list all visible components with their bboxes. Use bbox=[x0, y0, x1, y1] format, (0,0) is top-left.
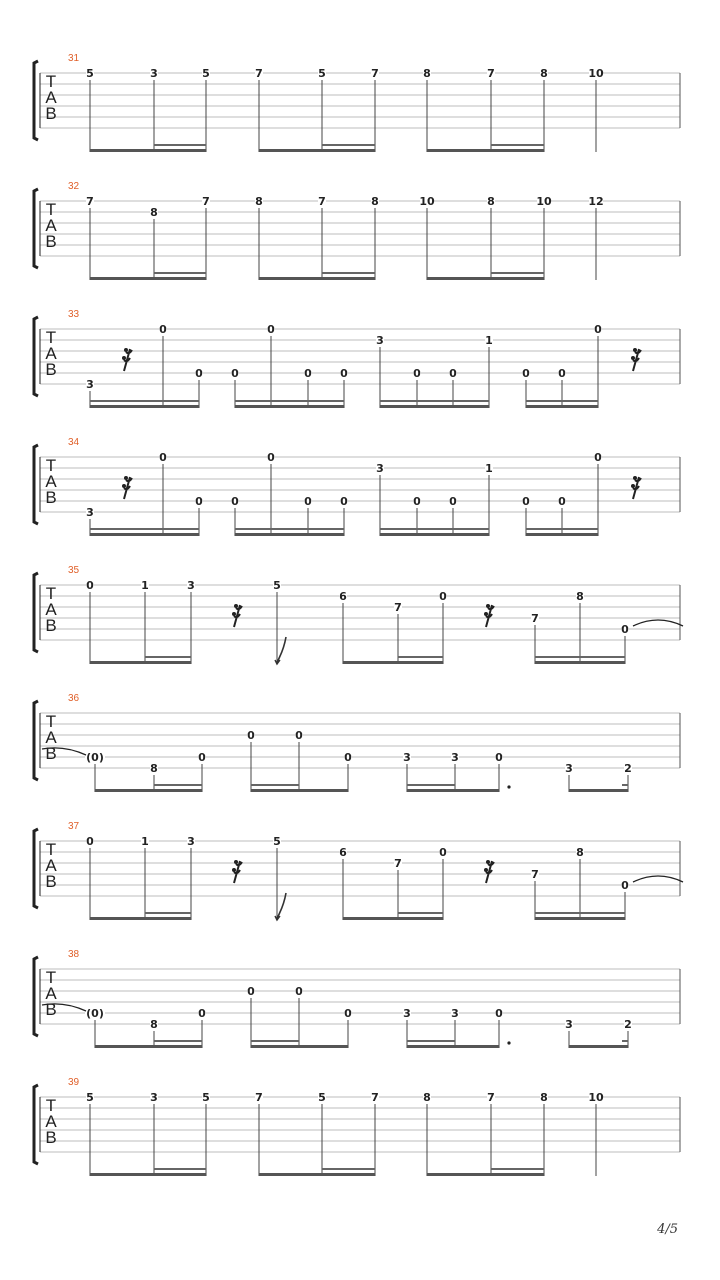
fret-number: 8 bbox=[487, 195, 495, 208]
fret-number: 7 bbox=[255, 1091, 263, 1104]
fret-number: 3 bbox=[565, 1018, 573, 1031]
beam-secondary bbox=[398, 912, 443, 914]
fret-number: 0 bbox=[304, 367, 312, 380]
fret-number: (0) bbox=[86, 751, 104, 764]
fret-number: 3 bbox=[376, 462, 384, 475]
fret-number: 0 bbox=[159, 451, 167, 464]
system-bracket bbox=[34, 189, 38, 268]
rest-flag-dot bbox=[633, 476, 637, 480]
beam-primary bbox=[90, 149, 206, 152]
beam-primary bbox=[259, 277, 375, 280]
beam-primary bbox=[235, 533, 344, 536]
fret-number: 3 bbox=[403, 1007, 411, 1020]
fret-number: 7 bbox=[318, 195, 326, 208]
beam-secondary bbox=[154, 144, 206, 146]
fret-number: 0 bbox=[449, 495, 457, 508]
fret-number: 3 bbox=[451, 751, 459, 764]
fret-number: 2 bbox=[624, 762, 632, 775]
beam-primary bbox=[95, 1045, 202, 1048]
beam-secondary bbox=[322, 272, 375, 274]
fret-number: 8 bbox=[423, 67, 431, 80]
beam-primary bbox=[251, 1045, 348, 1048]
fret-number: 0 bbox=[439, 590, 447, 603]
beam-primary bbox=[259, 149, 375, 152]
fret-number: 7 bbox=[371, 67, 379, 80]
rest-flag-dot bbox=[631, 356, 635, 360]
fret-number: 0 bbox=[247, 729, 255, 742]
tab-clef-letter: B bbox=[45, 104, 57, 123]
fret-number: 0 bbox=[558, 495, 566, 508]
beam-secondary bbox=[154, 784, 202, 786]
beam-secondary bbox=[322, 144, 375, 146]
sixteenth-rest bbox=[234, 861, 242, 883]
beam-secondary bbox=[235, 528, 344, 530]
tab-clef-letter: B bbox=[45, 872, 57, 891]
fret-number: 10 bbox=[536, 195, 552, 208]
beam-primary bbox=[407, 1045, 499, 1048]
tab-clef-letter: A bbox=[45, 984, 57, 1003]
system-bracket bbox=[34, 829, 38, 908]
measure-number: 38 bbox=[68, 949, 80, 960]
tab-clef-letter: T bbox=[45, 72, 57, 91]
beam-primary bbox=[535, 917, 625, 920]
fret-number: 7 bbox=[487, 67, 495, 80]
system-bracket bbox=[34, 317, 38, 396]
beam-primary bbox=[427, 149, 544, 152]
beam-secondary bbox=[145, 912, 191, 914]
fret-number: 0 bbox=[86, 579, 94, 592]
fret-number: 0 bbox=[621, 879, 629, 892]
fret-number: 0 bbox=[594, 323, 602, 336]
fret-number: 3 bbox=[565, 762, 573, 775]
beam-primary bbox=[380, 405, 489, 408]
fret-number: 0 bbox=[295, 985, 303, 998]
beam-primary bbox=[90, 277, 206, 280]
fret-number: 0 bbox=[439, 846, 447, 859]
beam-primary bbox=[427, 277, 544, 280]
beam-secondary bbox=[251, 784, 299, 786]
fret-number: 0 bbox=[198, 751, 206, 764]
fret-number: 6 bbox=[339, 846, 347, 859]
fret-number: 8 bbox=[540, 67, 548, 80]
fret-number: 7 bbox=[202, 195, 210, 208]
beam-secondary bbox=[407, 784, 455, 786]
fret-number: 10 bbox=[588, 1091, 604, 1104]
measure-number: 39 bbox=[68, 1077, 80, 1088]
measure-number: 37 bbox=[68, 821, 80, 832]
fret-number: 0 bbox=[159, 323, 167, 336]
beam-secondary bbox=[380, 528, 489, 530]
fret-number: 7 bbox=[531, 612, 539, 625]
beam-secondary bbox=[398, 656, 443, 658]
beam-secondary bbox=[380, 400, 489, 402]
measure-number: 32 bbox=[68, 181, 80, 192]
fret-number: 1 bbox=[485, 462, 493, 475]
fret-number: 3 bbox=[403, 751, 411, 764]
fret-number: 0 bbox=[413, 495, 421, 508]
beam-hook bbox=[622, 784, 628, 786]
bend-curve bbox=[277, 637, 286, 664]
fret-number: 8 bbox=[150, 206, 158, 219]
tab-clef-letter: B bbox=[45, 1128, 57, 1147]
rest-flag-dot bbox=[486, 604, 490, 608]
fret-number: 8 bbox=[150, 762, 158, 775]
tab-clef-letter: A bbox=[45, 1112, 57, 1131]
tab-clef-letter: B bbox=[45, 488, 57, 507]
rhythm-dot bbox=[507, 1041, 510, 1044]
fret-number: 6 bbox=[339, 590, 347, 603]
beam-secondary bbox=[535, 656, 625, 658]
fret-number: 0 bbox=[558, 367, 566, 380]
fret-number: 5 bbox=[318, 67, 326, 80]
tab-clef-letter: T bbox=[45, 840, 57, 859]
rest-flag-dot bbox=[232, 612, 236, 616]
measure-number: 31 bbox=[68, 53, 80, 64]
fret-number: 5 bbox=[273, 835, 281, 848]
tab-clef-letter: A bbox=[45, 216, 57, 235]
tab-clef-letter: B bbox=[45, 1000, 57, 1019]
rest-flag-dot bbox=[486, 860, 490, 864]
tie-arc bbox=[633, 876, 683, 882]
fret-number: 8 bbox=[423, 1091, 431, 1104]
tab-clef-letter: B bbox=[45, 744, 57, 763]
bend-curve bbox=[277, 893, 286, 920]
beam-secondary bbox=[154, 272, 206, 274]
fret-number: 0 bbox=[522, 367, 530, 380]
sixteenth-rest bbox=[486, 861, 494, 883]
beam-secondary bbox=[145, 656, 191, 658]
tab-clef-letter: A bbox=[45, 600, 57, 619]
beam-primary bbox=[95, 789, 202, 792]
fret-number: 0 bbox=[267, 451, 275, 464]
fret-number: 7 bbox=[371, 1091, 379, 1104]
sixteenth-rest bbox=[234, 605, 242, 627]
fret-number: 8 bbox=[540, 1091, 548, 1104]
sixteenth-rest bbox=[633, 349, 641, 371]
beam-secondary bbox=[491, 272, 544, 274]
tab-clef-letter: B bbox=[45, 616, 57, 635]
fret-number: 0 bbox=[340, 495, 348, 508]
beam-secondary bbox=[322, 1168, 375, 1170]
fret-number: 8 bbox=[576, 846, 584, 859]
fret-number: 7 bbox=[531, 868, 539, 881]
fret-number: 0 bbox=[449, 367, 457, 380]
fret-number: 8 bbox=[255, 195, 263, 208]
beam-secondary bbox=[251, 1040, 299, 1042]
rest-flag-dot bbox=[122, 484, 126, 488]
system-bracket bbox=[34, 445, 38, 524]
tab-clef-letter: T bbox=[45, 584, 57, 603]
fret-number: 7 bbox=[394, 857, 402, 870]
fret-number: 3 bbox=[376, 334, 384, 347]
fret-number: 3 bbox=[187, 579, 195, 592]
fret-number: 7 bbox=[487, 1091, 495, 1104]
beam-secondary bbox=[526, 400, 598, 402]
fret-number: 12 bbox=[588, 195, 604, 208]
fret-number: 8 bbox=[576, 590, 584, 603]
beam-primary bbox=[535, 661, 625, 664]
system-bracket bbox=[34, 1085, 38, 1164]
fret-number: 3 bbox=[150, 67, 158, 80]
fret-number: 0 bbox=[304, 495, 312, 508]
tab-clef-letter: A bbox=[45, 88, 57, 107]
beam-primary bbox=[90, 661, 191, 664]
beam-secondary bbox=[90, 528, 199, 530]
tab-clef-letter: T bbox=[45, 328, 57, 347]
fret-number: 0 bbox=[522, 495, 530, 508]
tab-clef-letter: B bbox=[45, 232, 57, 251]
fret-number: 5 bbox=[86, 1091, 94, 1104]
fret-number: 0 bbox=[195, 367, 203, 380]
fret-number: 0 bbox=[247, 985, 255, 998]
fret-number: 3 bbox=[451, 1007, 459, 1020]
beam-secondary bbox=[235, 400, 344, 402]
beam-primary bbox=[343, 917, 443, 920]
beam-primary bbox=[90, 1173, 206, 1176]
beam-secondary bbox=[526, 528, 598, 530]
system-bracket bbox=[34, 957, 38, 1036]
beam-primary bbox=[259, 1173, 375, 1176]
fret-number: 8 bbox=[150, 1018, 158, 1031]
fret-number: 1 bbox=[141, 835, 149, 848]
beam-secondary bbox=[407, 1040, 455, 1042]
beam-primary bbox=[526, 533, 598, 536]
fret-number: 3 bbox=[187, 835, 195, 848]
beam-primary bbox=[90, 917, 191, 920]
fret-number: 7 bbox=[394, 601, 402, 614]
rest-flag-dot bbox=[633, 348, 637, 352]
beam-primary bbox=[343, 661, 443, 664]
fret-number: 3 bbox=[86, 506, 94, 519]
fret-number: 1 bbox=[485, 334, 493, 347]
fret-number: 0 bbox=[594, 451, 602, 464]
fret-number: 0 bbox=[231, 495, 239, 508]
system-bracket bbox=[34, 573, 38, 652]
system-bracket bbox=[34, 61, 38, 140]
tab-clef-letter: T bbox=[45, 712, 57, 731]
rhythm-dot bbox=[507, 785, 510, 788]
fret-number: 7 bbox=[86, 195, 94, 208]
tab-clef-letter: T bbox=[45, 1096, 57, 1115]
measure-number: 34 bbox=[68, 437, 80, 448]
beam-primary bbox=[569, 1045, 628, 1048]
tab-clef-letter: T bbox=[45, 968, 57, 987]
rest-flag-dot bbox=[234, 604, 238, 608]
fret-number: 0 bbox=[86, 835, 94, 848]
measure-number: 33 bbox=[68, 309, 80, 320]
rest-flag-dot bbox=[122, 356, 126, 360]
beam-primary bbox=[90, 405, 199, 408]
beam-secondary bbox=[491, 144, 544, 146]
fret-number: 0 bbox=[495, 1007, 503, 1020]
fret-number: 0 bbox=[198, 1007, 206, 1020]
fret-number: 0 bbox=[344, 1007, 352, 1020]
fret-number: 2 bbox=[624, 1018, 632, 1031]
fret-number: 0 bbox=[621, 623, 629, 636]
sixteenth-rest bbox=[486, 605, 494, 627]
sixteenth-rest bbox=[124, 477, 132, 499]
fret-number: 5 bbox=[202, 1091, 210, 1104]
fret-number: 1 bbox=[141, 579, 149, 592]
beam-secondary bbox=[154, 1168, 206, 1170]
beam-primary bbox=[427, 1173, 544, 1176]
tab-clef-letter: B bbox=[45, 360, 57, 379]
beam-primary bbox=[90, 533, 199, 536]
fret-number: 0 bbox=[344, 751, 352, 764]
fret-number: 3 bbox=[150, 1091, 158, 1104]
tie-arc bbox=[633, 620, 683, 626]
fret-number: 5 bbox=[202, 67, 210, 80]
system-bracket bbox=[34, 701, 38, 780]
fret-number: 0 bbox=[267, 323, 275, 336]
tab-clef-letter: A bbox=[45, 728, 57, 747]
fret-number: 0 bbox=[340, 367, 348, 380]
tab-clef-letter: A bbox=[45, 472, 57, 491]
fret-number: 0 bbox=[495, 751, 503, 764]
rest-flag-dot bbox=[484, 868, 488, 872]
beam-secondary bbox=[535, 912, 625, 914]
beam-secondary bbox=[90, 400, 199, 402]
beam-primary bbox=[251, 789, 348, 792]
fret-number: 0 bbox=[231, 367, 239, 380]
rest-flag-dot bbox=[124, 476, 128, 480]
measure-number: 35 bbox=[68, 565, 80, 576]
fret-number: 5 bbox=[273, 579, 281, 592]
fret-number: 0 bbox=[195, 495, 203, 508]
page-number: 4/5 bbox=[657, 1222, 678, 1237]
rest-flag-dot bbox=[124, 348, 128, 352]
tab-clef-letter: A bbox=[45, 344, 57, 363]
rest-flag-dot bbox=[232, 868, 236, 872]
fret-number: 7 bbox=[255, 67, 263, 80]
rest-flag-dot bbox=[234, 860, 238, 864]
fret-number: 0 bbox=[413, 367, 421, 380]
beam-primary bbox=[526, 405, 598, 408]
fret-number: 10 bbox=[419, 195, 435, 208]
beam-secondary bbox=[491, 1168, 544, 1170]
tab-clef-letter: A bbox=[45, 856, 57, 875]
sixteenth-rest bbox=[124, 349, 132, 371]
fret-number: 3 bbox=[86, 378, 94, 391]
fret-number: 10 bbox=[588, 67, 604, 80]
tab-clef-letter: T bbox=[45, 200, 57, 219]
beam-primary bbox=[380, 533, 489, 536]
beam-primary bbox=[235, 405, 344, 408]
beam-primary bbox=[569, 789, 628, 792]
tab-clef-letter: T bbox=[45, 456, 57, 475]
measure-number: 36 bbox=[68, 693, 80, 704]
sixteenth-rest bbox=[633, 477, 641, 499]
beam-secondary bbox=[154, 1040, 202, 1042]
fret-number: 0 bbox=[295, 729, 303, 742]
beam-hook bbox=[622, 1040, 628, 1042]
fret-number: (0) bbox=[86, 1007, 104, 1020]
rest-flag-dot bbox=[631, 484, 635, 488]
fret-number: 8 bbox=[371, 195, 379, 208]
fret-number: 5 bbox=[86, 67, 94, 80]
fret-number: 5 bbox=[318, 1091, 326, 1104]
rest-flag-dot bbox=[484, 612, 488, 616]
beam-primary bbox=[407, 789, 499, 792]
